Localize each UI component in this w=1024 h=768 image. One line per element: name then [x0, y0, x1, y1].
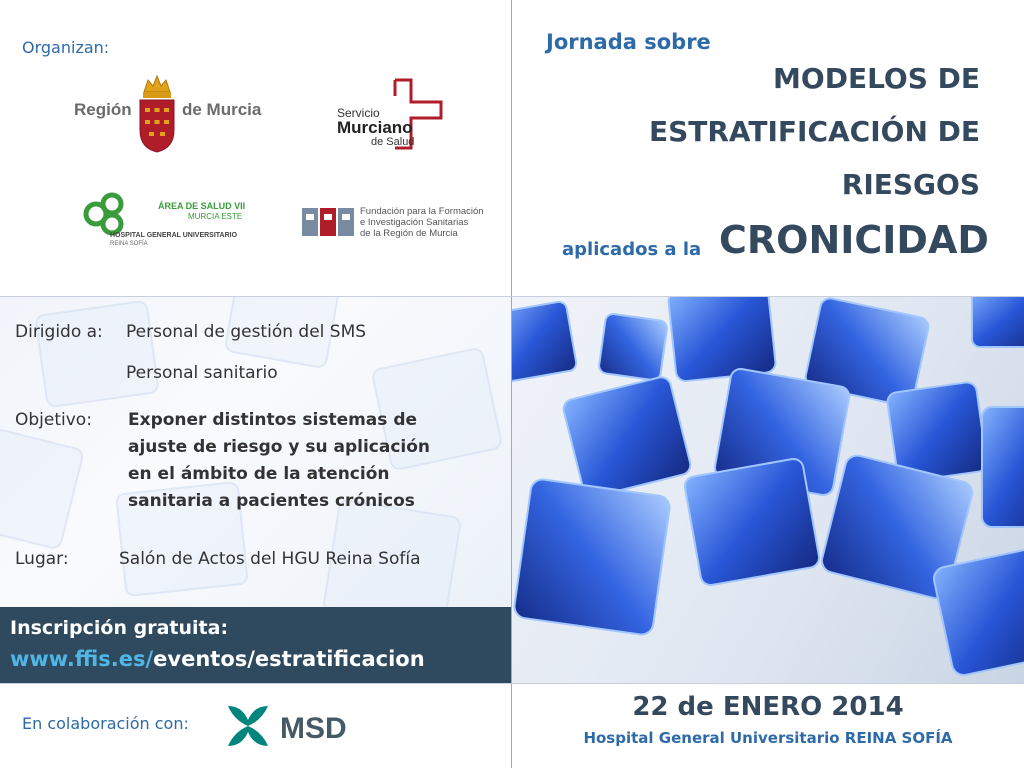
cube [512, 301, 577, 384]
cube [982, 407, 1024, 527]
area-line1: ÁREA DE SALUD VII [158, 201, 246, 211]
inscripcion-label: Inscripción gratuita: [10, 617, 229, 639]
servicio-murciano-salud-logo [333, 76, 451, 156]
sms-line3: de Salud [371, 136, 415, 148]
info-panel [0, 297, 511, 607]
cube [972, 297, 1024, 347]
ffis-line1: Fundación para la Formación [360, 206, 484, 217]
ffis-mark-icon [302, 206, 356, 238]
link-path[interactable]: eventos/estratificacion [153, 647, 425, 671]
lugar-value: Salón de Actos del HGU Reina Sofía [119, 549, 421, 569]
ffis-logo [302, 204, 502, 244]
objetivo-line-1: Exponer distintos sistemas de [128, 410, 418, 430]
lugar-label: Lugar: [15, 549, 69, 569]
dirigido-label: Dirigido a: [15, 322, 103, 342]
objetivo-line-4: sanitaria a pacientes crónicos [128, 491, 415, 511]
event-title [560, 52, 980, 211]
sms-line1: Servicio [337, 106, 380, 120]
bottom-divider [0, 683, 1024, 684]
ffis-line3: de la Región de Murcia [360, 228, 458, 239]
event-venue: Hospital General Universitario REINA SOFÍA [583, 729, 953, 747]
cronicidad-title: CRONICIDAD [719, 218, 989, 262]
title-line1: MODELOS DE [773, 62, 980, 95]
jornada-label: Jornada sobre [546, 30, 711, 54]
event-date: 22 de ENERO 2014 [632, 692, 904, 722]
objetivo-line-3: en el ámbito de la atención [128, 464, 390, 484]
cube [932, 547, 1024, 677]
area-line3: HOSPITAL GENERAL UNIVERSITARIO [110, 232, 238, 239]
area-line2: MURCIA ESTE [188, 212, 243, 221]
inscripcion-link[interactable] [10, 647, 425, 671]
cube [562, 375, 693, 499]
dirigido-value-1: Personal de gestión del SMS [126, 322, 367, 342]
area-salud-logo [82, 192, 252, 252]
region-murcia-logo [74, 72, 264, 156]
glass-cubes-illustration [512, 297, 1024, 683]
region-murcia-left-text: Región [74, 100, 132, 119]
region-murcia-right-text: de Murcia [182, 100, 262, 119]
organizan-label: Organizan: [22, 38, 110, 57]
cube [668, 297, 777, 382]
objetivo-line-2: ajuste de riesgo y su aplicación [128, 437, 431, 457]
aplicados-label: aplicados a la [562, 239, 702, 260]
dirigido-value-2: Personal sanitario [126, 363, 278, 383]
murcia-coat-of-arms-icon [136, 72, 178, 154]
objetivo-label: Objetivo: [15, 410, 92, 430]
msd-text: MSD [280, 712, 347, 745]
cube [513, 478, 671, 636]
link-domain[interactable]: www.ffis.es/ [10, 647, 154, 671]
inscripcion-bar [0, 607, 511, 683]
msd-mark-icon [228, 698, 378, 754]
area-line4: REINA SOFÍA [110, 241, 148, 247]
title-line2: ESTRATIFICACIÓN DE [648, 115, 980, 148]
blue-cubes-image [512, 297, 1024, 683]
sms-line2: Murciano [337, 118, 413, 137]
title-line3: RIESGOS [841, 168, 980, 201]
ffis-line2: e Investigación Sanitarias [360, 217, 469, 228]
cube [598, 313, 668, 381]
cube [683, 457, 820, 586]
msd-logo [228, 698, 378, 754]
colaboracion-label: En colaboración con: [22, 714, 189, 733]
